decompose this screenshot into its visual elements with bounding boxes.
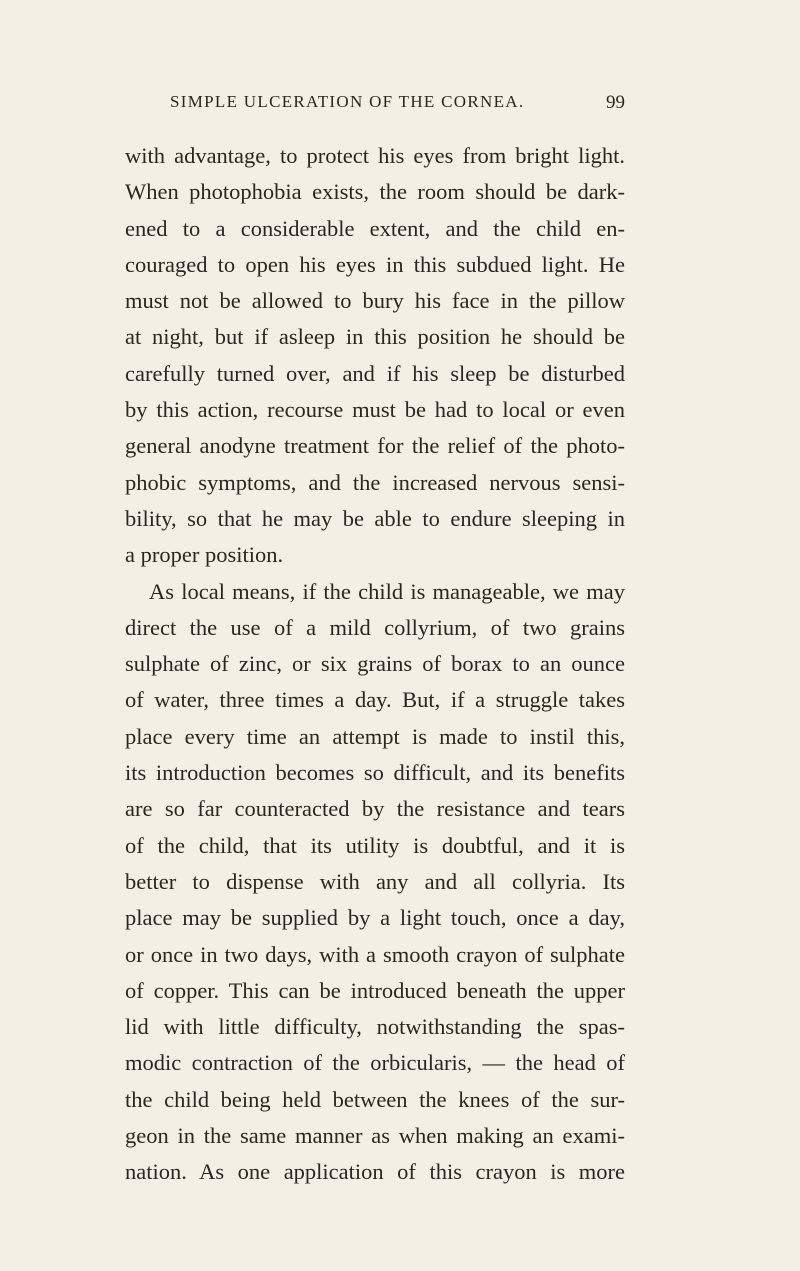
text-line: bility, so that he may be able to endure sleeping in (125, 505, 625, 531)
text-line: sulphate of zinc, or six grains of borax to an ounce (125, 651, 625, 677)
page-number: 99 (606, 92, 625, 113)
text-line: ened to a considerable extent, and the child en- (125, 215, 625, 241)
running-head: SIMPLE ULCERATION OF THE CORNEA. (170, 92, 525, 111)
text-line: phobic symptoms, and the increased nervous sensi- (125, 469, 625, 495)
text-line: by this action, recourse must be had to local or even (125, 397, 625, 423)
text-line: As local means, if the child is manageable, we may (149, 578, 625, 604)
text-line: place may be supplied by a light touch, once a day, (125, 905, 625, 931)
text-line: at night, but if asleep in this position he should be (125, 324, 625, 350)
text-line: general anodyne treatment for the relief of the photo- (125, 433, 625, 459)
text-line: couraged to open his eyes in this subdued light. He (125, 251, 625, 277)
text-line: of the child, that its utility is doubtful, and it is (125, 832, 625, 858)
paragraph (125, 138, 625, 574)
text-line: a proper position. (125, 542, 284, 568)
text-line: of copper. This can be introduced beneath the upper (125, 977, 625, 1003)
text-line: lid with little difficulty, notwithstanding the spas- (125, 1014, 625, 1040)
text-line: are so far counteracted by the resistance and tears (125, 796, 625, 822)
text-line: modic contraction of the orbicularis, — the head of (125, 1050, 625, 1076)
text-line: better to dispense with any and all collyria. Its (125, 868, 625, 894)
text-line: nation. As one application of this crayon is more (125, 1159, 625, 1185)
text-line: with advantage, to protect his eyes from bright light. (125, 143, 625, 168)
text-line: must not be allowed to bury his face in the pillow (125, 288, 625, 314)
text-line: its introduction becomes so difficult, and its benefits (125, 760, 625, 786)
text-line: carefully turned over, and if his sleep be disturbed (125, 360, 625, 386)
text-line: or once in two days, with a smooth crayon of sulphate (125, 941, 625, 967)
page-header (170, 92, 625, 118)
text-line: geon in the same manner as when making an exami- (125, 1123, 625, 1149)
text-line: of water, three times a day. But, if a struggle takes (125, 687, 625, 713)
text-line: place every time an attempt is made to instil this, (125, 723, 625, 749)
body-text (125, 138, 625, 1191)
paragraph (125, 574, 625, 1191)
text-line: the child being held between the knees of the sur- (125, 1086, 625, 1112)
text-line: direct the use of a mild collyrium, of two grains (125, 614, 625, 640)
text-line: When photophobia exists, the room should be dark- (125, 179, 625, 205)
